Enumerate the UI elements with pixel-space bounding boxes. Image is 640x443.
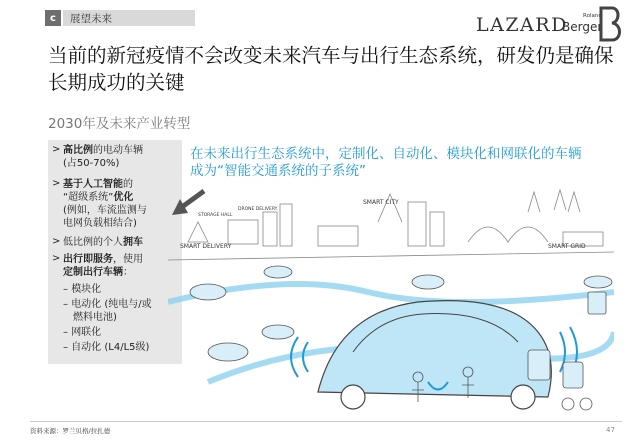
bullet-4-bold: 出行即服务 xyxy=(63,254,113,265)
bullet-arrow: > xyxy=(52,144,61,155)
source-footnote: 资料来源：罗兰贝格/拉扎德 xyxy=(30,427,111,435)
sub-item-electric: – 电动化 (纯电与/或 xyxy=(63,299,152,310)
bullet-3-text: 低比例的个人 xyxy=(63,237,123,248)
section-letter-badge: c xyxy=(45,10,61,26)
bullet-arrow: > xyxy=(52,253,61,264)
bullets-panel xyxy=(48,140,182,364)
label-storage-hall: STORAGE HALL xyxy=(198,213,233,218)
roland-berger-logo-text: Berger xyxy=(562,20,603,34)
footer-divider xyxy=(30,421,622,422)
page-subtitle: 2030年及未来产业转型 xyxy=(48,116,191,132)
label-smart-city: SMART CITY xyxy=(363,199,399,206)
bullet-4 xyxy=(63,253,143,266)
bullet-3 xyxy=(63,236,143,249)
sub-item-autonomous: – 自动化 (L4/L5级) xyxy=(63,342,150,353)
bullet-2-bold: 基于人工智能 xyxy=(63,179,123,190)
bullet-2-optimize: 优化 xyxy=(113,192,134,203)
lazard-logo: LAZARD xyxy=(476,14,568,36)
bullet-1 xyxy=(63,144,143,157)
bullet-1-text: 的电动车辆 xyxy=(93,145,143,156)
label-drone-delivery: DRONE DELIVERY xyxy=(238,207,278,212)
page-number: 47 xyxy=(606,426,615,434)
bullet-3-bold: 拥车 xyxy=(123,237,143,248)
bullet-2-sub1: (例如，车流监测与 xyxy=(63,205,147,216)
mobility-ecosystem-illustration xyxy=(168,182,614,418)
sub-item-electric-cont: 燃料电池) xyxy=(73,312,117,323)
bullet-4-bold2: 定制出行车辆 xyxy=(63,267,123,278)
bullet-2-line2 xyxy=(63,191,133,204)
sub-item-connected: – 网联化 xyxy=(63,327,102,338)
roland-berger-b-logo xyxy=(598,6,624,42)
bullet-arrow: > xyxy=(52,236,61,247)
bullet-4-colon: ： xyxy=(123,267,133,278)
bullet-4-text: ，使用 xyxy=(113,254,143,265)
page-title: 当前的新冠疫情不会改变未来汽车与出行生态系统，研发仍是确保长期成功的关键 xyxy=(48,44,614,94)
blue-headline: 在未来出行生态系统中，定制化、自动化、模块化和网联化的车辆成为“智能交通系统的子系统” xyxy=(190,146,582,179)
bullet-1-sub: (占50-70%) xyxy=(63,158,120,169)
section-title: 展望未来 xyxy=(70,13,112,25)
bullet-2-sub2: 电网负载相结合) xyxy=(63,218,137,229)
bullet-arrow: > xyxy=(52,178,61,189)
central-vehicle xyxy=(318,301,551,409)
bullet-2 xyxy=(63,178,133,191)
bullet-4-line2 xyxy=(63,266,133,279)
roland-berger-logo-small: Roland xyxy=(583,13,602,19)
sub-item-modular: – 模块化 xyxy=(63,284,102,295)
bullet-2-text: 的 xyxy=(123,179,133,190)
bullet-2-super-system: “超级系统” xyxy=(63,192,114,203)
label-smart-grid: SMART GRID xyxy=(548,243,586,250)
bullet-1-bold: 高比例 xyxy=(63,145,93,156)
label-smart-delivery: SMART DELIVERY xyxy=(180,243,232,250)
